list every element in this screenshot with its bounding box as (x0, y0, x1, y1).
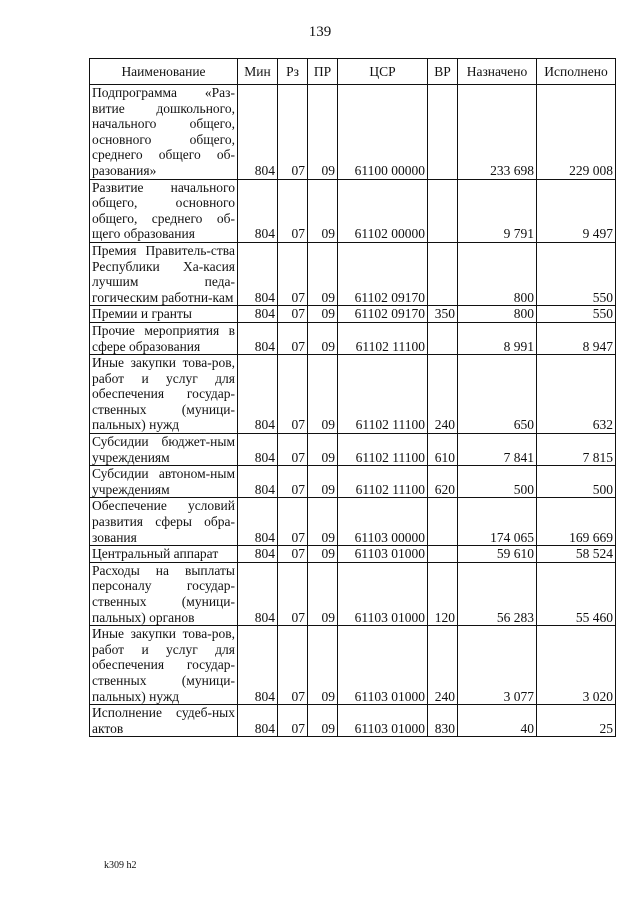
cell-name: Субсидии автоном-ным учреждениям (90, 466, 238, 498)
cell-name: Развитие начального общего, основного общего, среднего об-щего образования (90, 179, 238, 242)
cell-rz: 07 (278, 322, 308, 354)
cell-csr: 61102 09170 (338, 306, 428, 323)
cell-csr: 61103 01000 (338, 705, 428, 737)
footer-code: k309 h2 (104, 860, 137, 871)
cell-assigned: 174 065 (458, 498, 537, 546)
cell-executed: 550 (537, 306, 616, 323)
cell-executed: 500 (537, 466, 616, 498)
cell-name: Иные закупки това-ров, работ и услуг для обеспечения государ-ственных (муници-пальных) нужд (90, 355, 238, 434)
cell-vr (428, 322, 458, 354)
cell-rz: 07 (278, 306, 308, 323)
cell-csr: 61102 11100 (338, 322, 428, 354)
cell-vr (428, 242, 458, 305)
cell-rz: 07 (278, 179, 308, 242)
cell-csr: 61102 09170 (338, 242, 428, 305)
cell-vr: 350 (428, 306, 458, 323)
header-vr: ВР (428, 59, 458, 85)
cell-pr: 09 (308, 85, 338, 180)
cell-executed: 25 (537, 705, 616, 737)
cell-executed: 550 (537, 242, 616, 305)
cell-name: Исполнение судеб-ных актов (90, 705, 238, 737)
cell-vr: 120 (428, 562, 458, 625)
cell-executed: 229 008 (537, 85, 616, 180)
cell-vr: 830 (428, 705, 458, 737)
header-name: Наименование (90, 59, 238, 85)
cell-pr: 09 (308, 562, 338, 625)
cell-assigned: 650 (458, 355, 537, 434)
header-rz: Рз (278, 59, 308, 85)
cell-rz: 07 (278, 242, 308, 305)
cell-csr: 61103 00000 (338, 498, 428, 546)
cell-rz: 07 (278, 626, 308, 705)
header-pr: ПР (308, 59, 338, 85)
cell-executed: 9 497 (537, 179, 616, 242)
cell-min: 804 (238, 242, 278, 305)
cell-pr: 09 (308, 546, 338, 563)
cell-rz: 07 (278, 546, 308, 563)
cell-csr: 61102 11100 (338, 466, 428, 498)
cell-name: Расходы на выплаты персоналу государ-ственных (муници-пальных) органов (90, 562, 238, 625)
cell-min: 804 (238, 466, 278, 498)
cell-min: 804 (238, 434, 278, 466)
cell-min: 804 (238, 626, 278, 705)
cell-min: 804 (238, 562, 278, 625)
cell-assigned: 7 841 (458, 434, 537, 466)
cell-assigned: 59 610 (458, 546, 537, 563)
cell-pr: 09 (308, 705, 338, 737)
cell-rz: 07 (278, 705, 308, 737)
cell-name: Центральный аппарат (90, 546, 238, 563)
table-row (90, 355, 616, 434)
cell-rz: 07 (278, 85, 308, 180)
table-row (90, 322, 616, 354)
cell-executed: 3 020 (537, 626, 616, 705)
cell-executed: 7 815 (537, 434, 616, 466)
cell-assigned: 800 (458, 306, 537, 323)
cell-executed: 58 524 (537, 546, 616, 563)
table-row (90, 466, 616, 498)
cell-pr: 09 (308, 355, 338, 434)
cell-assigned: 56 283 (458, 562, 537, 625)
cell-assigned: 8 991 (458, 322, 537, 354)
cell-executed: 169 669 (537, 498, 616, 546)
table-row (90, 705, 616, 737)
cell-executed: 55 460 (537, 562, 616, 625)
cell-min: 804 (238, 322, 278, 354)
cell-assigned: 500 (458, 466, 537, 498)
cell-vr: 610 (428, 434, 458, 466)
cell-name: Обеспечение условий развития сферы обра-зования (90, 498, 238, 546)
cell-vr (428, 85, 458, 180)
header-csr: ЦСР (338, 59, 428, 85)
header-min: Мин (238, 59, 278, 85)
table-row (90, 242, 616, 305)
cell-rz: 07 (278, 355, 308, 434)
cell-rz: 07 (278, 498, 308, 546)
budget-table (89, 58, 616, 737)
cell-name: Субсидии бюджет-ным учреждениям (90, 434, 238, 466)
cell-min: 804 (238, 498, 278, 546)
cell-pr: 09 (308, 306, 338, 323)
cell-rz: 07 (278, 434, 308, 466)
cell-min: 804 (238, 705, 278, 737)
cell-pr: 09 (308, 466, 338, 498)
table-row (90, 626, 616, 705)
cell-csr: 61102 00000 (338, 179, 428, 242)
cell-vr: 240 (428, 626, 458, 705)
table-row (90, 179, 616, 242)
cell-csr: 61100 00000 (338, 85, 428, 180)
cell-csr: 61102 11100 (338, 434, 428, 466)
table-header-row (90, 59, 616, 85)
cell-rz: 07 (278, 562, 308, 625)
cell-name: Прочие мероприятия в сфере образования (90, 322, 238, 354)
cell-vr: 620 (428, 466, 458, 498)
cell-csr: 61103 01000 (338, 562, 428, 625)
table-row (90, 306, 616, 323)
table-row (90, 85, 616, 180)
cell-min: 804 (238, 306, 278, 323)
cell-vr (428, 546, 458, 563)
cell-vr (428, 179, 458, 242)
table-row (90, 562, 616, 625)
cell-rz: 07 (278, 466, 308, 498)
page-number: 139 (308, 24, 332, 40)
cell-csr: 61103 01000 (338, 626, 428, 705)
cell-pr: 09 (308, 498, 338, 546)
cell-name: Премия Правитель-ства Республики Ха-касия лучшим педа-гогическим работни-кам (90, 242, 238, 305)
header-executed: Исполнено (537, 59, 616, 85)
cell-assigned: 3 077 (458, 626, 537, 705)
table-row (90, 498, 616, 546)
cell-vr (428, 498, 458, 546)
cell-min: 804 (238, 179, 278, 242)
cell-pr: 09 (308, 242, 338, 305)
cell-min: 804 (238, 85, 278, 180)
cell-name: Подпрограмма «Раз-витие дошкольного, начального общего, основного общего, среднего общего об-разования» (90, 85, 238, 180)
table-row (90, 546, 616, 563)
cell-pr: 09 (308, 322, 338, 354)
table-row (90, 434, 616, 466)
cell-csr: 61102 11100 (338, 355, 428, 434)
cell-min: 804 (238, 546, 278, 563)
cell-name: Иные закупки това-ров, работ и услуг для обеспечения государ-ственных (муници-пальных) нужд (90, 626, 238, 705)
cell-assigned: 233 698 (458, 85, 537, 180)
cell-assigned: 800 (458, 242, 537, 305)
cell-name: Премии и гранты (90, 306, 238, 323)
cell-executed: 8 947 (537, 322, 616, 354)
cell-assigned: 40 (458, 705, 537, 737)
cell-min: 804 (238, 355, 278, 434)
cell-pr: 09 (308, 434, 338, 466)
cell-pr: 09 (308, 626, 338, 705)
cell-csr: 61103 01000 (338, 546, 428, 563)
cell-pr: 09 (308, 179, 338, 242)
cell-executed: 632 (537, 355, 616, 434)
cell-vr: 240 (428, 355, 458, 434)
header-assigned: Назначено (458, 59, 537, 85)
cell-assigned: 9 791 (458, 179, 537, 242)
